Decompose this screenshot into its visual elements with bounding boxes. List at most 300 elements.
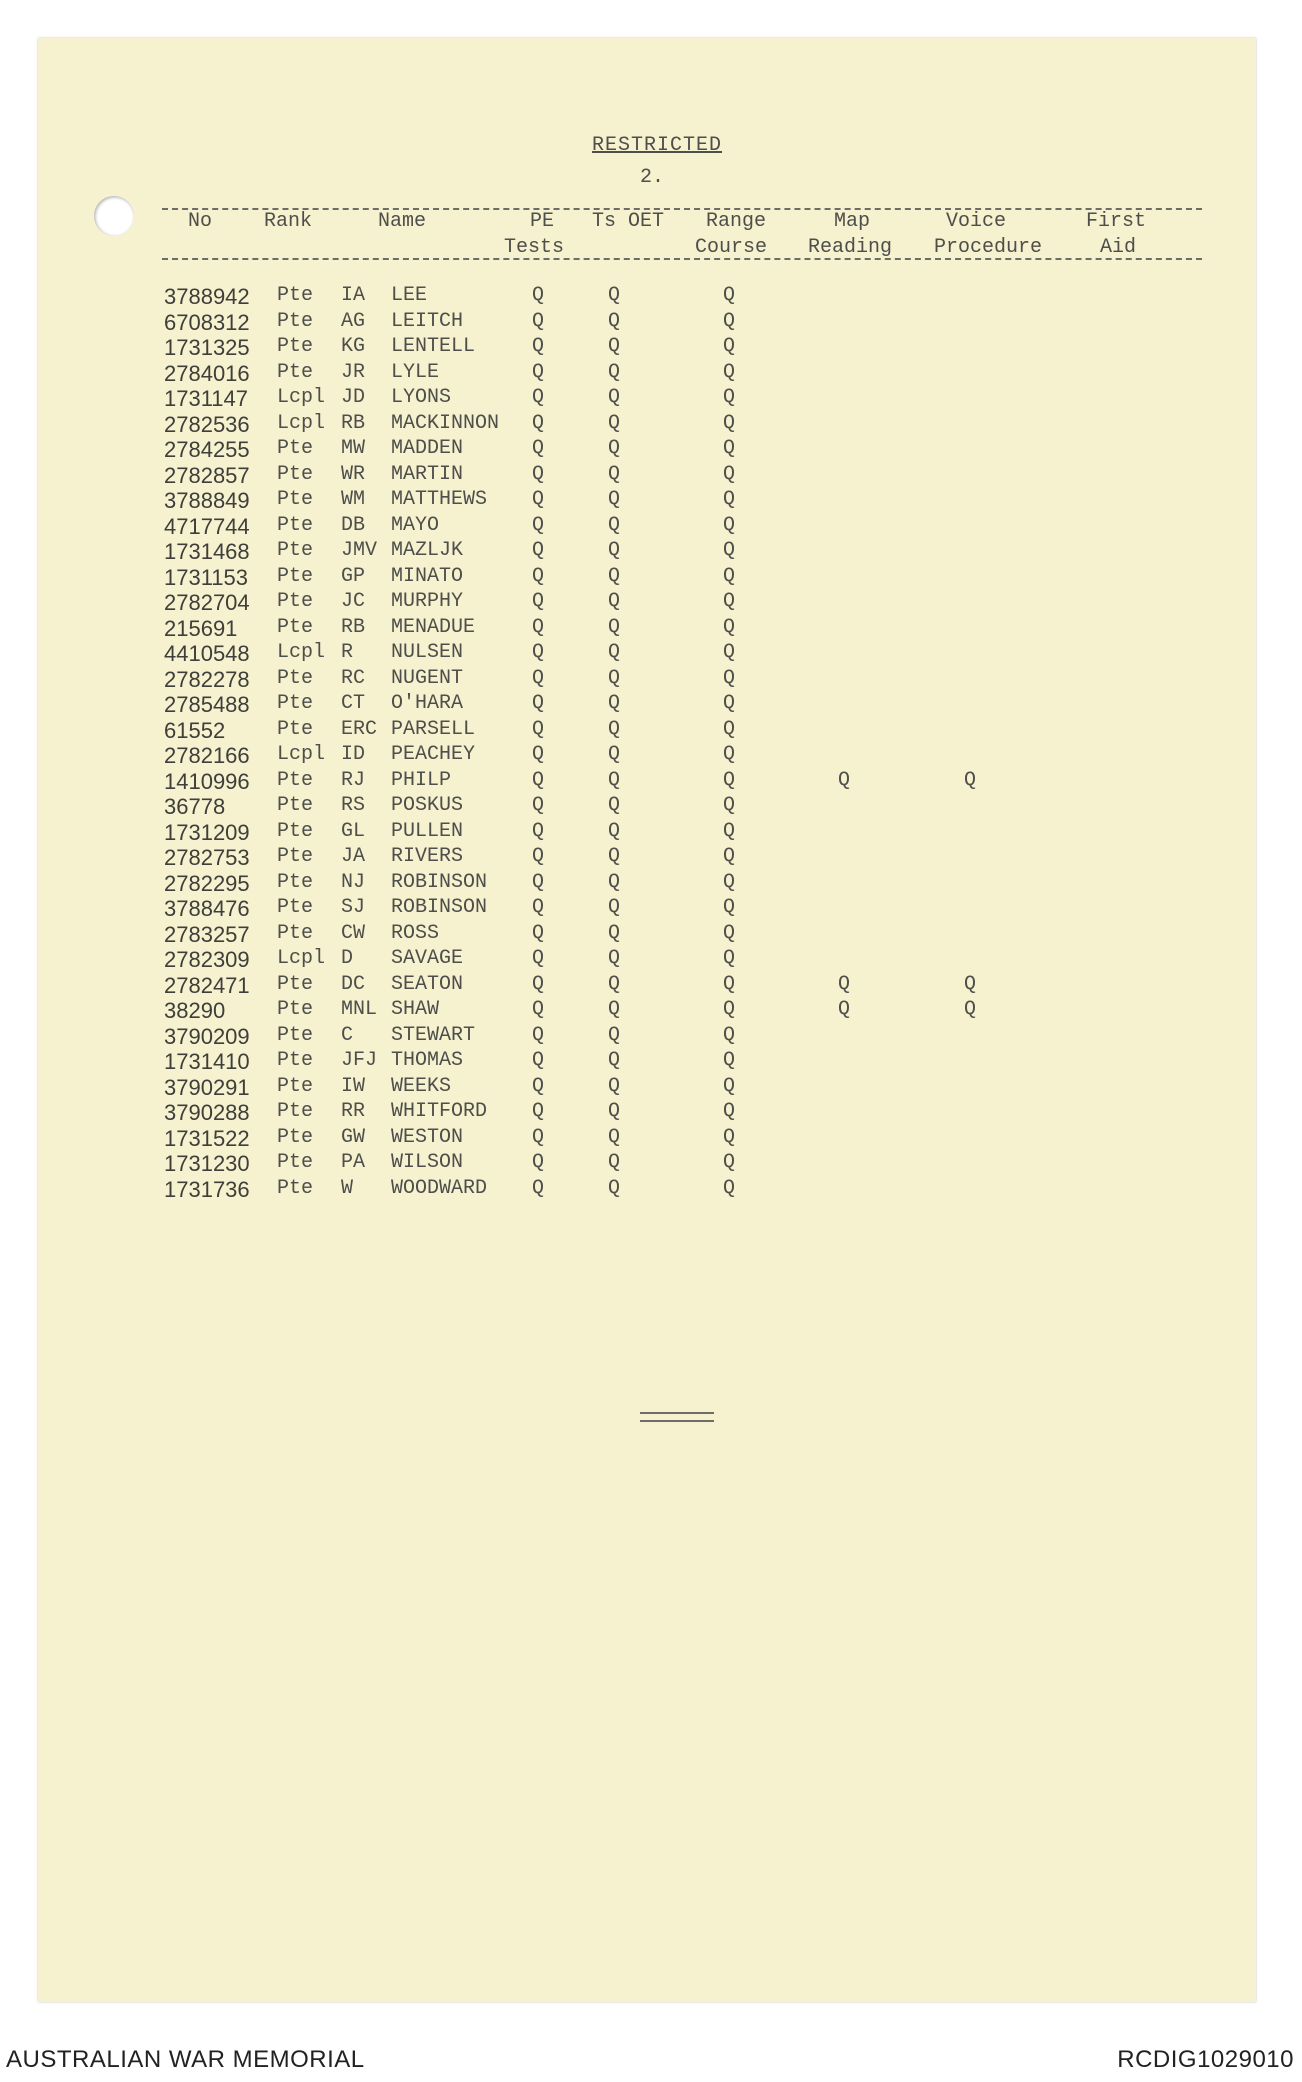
initials: RB	[341, 411, 366, 435]
pe-tests-result: Q	[532, 998, 545, 1021]
ts-oet-result: Q	[608, 411, 621, 435]
col-header-name: Name	[378, 210, 427, 233]
voice-procedure-result: Q	[964, 972, 977, 996]
range-course-result: Q	[723, 896, 736, 919]
pe-tests-result: Q	[532, 768, 545, 792]
table-row	[0, 845, 1302, 871]
table-row	[0, 1075, 1302, 1101]
ts-oet-result: Q	[608, 1151, 621, 1174]
col-header-pe-line2: Tests	[504, 236, 565, 259]
ts-oet-result: Q	[608, 284, 621, 307]
service-number: 4717744	[164, 513, 250, 539]
initials: DB	[341, 513, 366, 537]
surname: STEWART	[391, 1023, 476, 1047]
pe-tests-result: Q	[532, 437, 545, 460]
rank: Pte	[277, 1023, 314, 1047]
initials: R	[341, 641, 354, 664]
ts-oet-result: Q	[608, 309, 621, 333]
initials: GW	[341, 1125, 366, 1149]
service-number: 2782309	[164, 947, 250, 972]
classification-heading: RESTRICTED	[592, 134, 723, 157]
range-course-result: Q	[723, 794, 736, 817]
range-course-result: Q	[723, 692, 736, 715]
rank: Pte	[277, 1176, 314, 1200]
rank: Pte	[277, 1125, 314, 1149]
pe-tests-result: Q	[532, 972, 545, 996]
table-row	[0, 998, 1302, 1024]
service-number: 2784255	[164, 437, 250, 462]
surname: MAYO	[391, 513, 440, 537]
ts-oet-result: Q	[608, 947, 621, 970]
ts-oet-result: Q	[608, 488, 621, 511]
header-rule-top	[162, 208, 1202, 210]
service-number: 2782166	[164, 743, 250, 768]
ts-oet-result: Q	[608, 870, 621, 894]
table-row	[0, 386, 1302, 412]
rank: Pte	[277, 1074, 314, 1098]
pe-tests-result: Q	[532, 284, 545, 307]
service-number: 1731410	[164, 1049, 250, 1074]
service-number: 1731230	[164, 1151, 250, 1176]
pe-tests-result: Q	[532, 870, 545, 894]
rank: Pte	[277, 870, 314, 894]
table-row	[0, 1024, 1302, 1050]
initials: JR	[341, 360, 366, 384]
initials: SJ	[341, 896, 366, 919]
range-course-result: Q	[723, 386, 736, 409]
ts-oet-result: Q	[608, 1125, 621, 1149]
rank: Pte	[277, 666, 314, 690]
rank: Pte	[277, 462, 314, 486]
surname: MADDEN	[391, 437, 464, 460]
ts-oet-result: Q	[608, 972, 621, 996]
ts-oet-result: Q	[608, 717, 621, 741]
service-number: 2783257	[164, 921, 250, 947]
rank: Pte	[277, 309, 314, 333]
service-number: 215691	[164, 615, 238, 641]
initials: AG	[341, 309, 366, 333]
initials: JMV	[341, 539, 378, 562]
initials: JA	[341, 845, 366, 868]
col-header-range-line1: Range	[706, 210, 767, 233]
table-row	[0, 463, 1302, 489]
table-row	[0, 488, 1302, 514]
table-row	[0, 922, 1302, 948]
ts-oet-result: Q	[608, 998, 621, 1021]
table-row	[0, 437, 1302, 463]
surname: SEATON	[391, 972, 464, 996]
table-row	[0, 1100, 1302, 1126]
table-row	[0, 667, 1302, 693]
initials: JFJ	[341, 1049, 378, 1072]
initials: JD	[341, 386, 366, 409]
map-reading-result: Q	[838, 972, 851, 996]
rank: Lcpl	[277, 947, 326, 970]
initials: NJ	[341, 870, 366, 894]
pe-tests-result: Q	[532, 1100, 545, 1123]
service-number: 1731522	[164, 1125, 250, 1151]
service-number: 1731325	[164, 335, 250, 360]
initials: CW	[341, 921, 366, 945]
surname: RIVERS	[391, 845, 464, 868]
range-course-result: Q	[723, 717, 736, 741]
page-number: 2.	[640, 166, 665, 189]
voice-procedure-result: Q	[964, 768, 977, 792]
range-course-result: Q	[723, 1074, 736, 1098]
ts-oet-result: Q	[608, 1176, 621, 1200]
pe-tests-result: Q	[532, 1049, 545, 1072]
service-number: 3790209	[164, 1023, 250, 1049]
surname: O'HARA	[391, 692, 464, 715]
rank: Pte	[277, 845, 314, 868]
rank: Pte	[277, 615, 314, 639]
surname: MINATO	[391, 564, 464, 588]
rank: Lcpl	[277, 743, 326, 766]
pe-tests-result: Q	[532, 921, 545, 945]
rank: Pte	[277, 437, 314, 460]
range-course-result: Q	[723, 335, 736, 358]
table-row	[0, 820, 1302, 846]
service-number: 6708312	[164, 309, 250, 335]
ts-oet-result: Q	[608, 768, 621, 792]
pe-tests-result: Q	[532, 896, 545, 919]
table-row	[0, 871, 1302, 897]
service-number: 1731153	[164, 564, 249, 590]
rank: Pte	[277, 284, 314, 307]
rank: Pte	[277, 896, 314, 919]
rank: Pte	[277, 1151, 314, 1174]
footer-reference: RCDIG1029010	[1117, 2046, 1294, 2073]
surname: PULLEN	[391, 819, 464, 843]
rank: Pte	[277, 768, 314, 792]
service-number: 2782753	[164, 845, 250, 870]
range-course-result: Q	[723, 513, 736, 537]
service-number: 3788849	[164, 488, 250, 513]
surname: WOODWARD	[391, 1176, 488, 1200]
table-row	[0, 1177, 1302, 1203]
range-course-result: Q	[723, 564, 736, 588]
initials: RS	[341, 794, 366, 817]
surname: PARSELL	[391, 717, 476, 741]
pe-tests-result: Q	[532, 1151, 545, 1174]
initials: RB	[341, 615, 366, 639]
pe-tests-result: Q	[532, 1176, 545, 1200]
ts-oet-result: Q	[608, 437, 621, 460]
pe-tests-result: Q	[532, 488, 545, 511]
ts-oet-result: Q	[608, 590, 621, 613]
surname: MATTHEWS	[391, 488, 488, 511]
ts-oet-result: Q	[608, 335, 621, 358]
pe-tests-result: Q	[532, 590, 545, 613]
ts-oet-result: Q	[608, 845, 621, 868]
surname: POSKUS	[391, 794, 464, 817]
initials: GL	[341, 819, 366, 843]
range-course-result: Q	[723, 921, 736, 945]
table-row	[0, 641, 1302, 667]
range-course-result: Q	[723, 590, 736, 613]
col-header-map-line2: Reading	[808, 236, 893, 259]
range-course-result: Q	[723, 462, 736, 486]
col-header-map-line1: Map	[834, 210, 871, 233]
surname: ROBINSON	[391, 870, 488, 894]
initials: RC	[341, 666, 366, 690]
col-header-no: No	[188, 210, 213, 233]
surname: WEEKS	[391, 1074, 452, 1098]
initials: IA	[341, 284, 366, 307]
pe-tests-result: Q	[532, 386, 545, 409]
ts-oet-result: Q	[608, 666, 621, 690]
rank: Lcpl	[277, 386, 326, 409]
rank: Pte	[277, 794, 314, 817]
initials: RR	[341, 1100, 366, 1123]
service-number: 2782278	[164, 666, 250, 692]
pe-tests-result: Q	[532, 666, 545, 690]
table-row	[0, 565, 1302, 591]
pe-tests-result: Q	[532, 615, 545, 639]
surname: ROSS	[391, 921, 440, 945]
table-row	[0, 769, 1302, 795]
range-course-result: Q	[723, 539, 736, 562]
service-number: 3788476	[164, 896, 250, 921]
table-row	[0, 896, 1302, 922]
rank: Pte	[277, 539, 314, 562]
table-row	[0, 361, 1302, 387]
range-course-result: Q	[723, 360, 736, 384]
initials: IW	[341, 1074, 366, 1098]
surname: WESTON	[391, 1125, 464, 1149]
col-header-aid-line1: First	[1086, 210, 1147, 233]
initials: ID	[341, 743, 366, 766]
surname: MENADUE	[391, 615, 476, 639]
range-course-result: Q	[723, 870, 736, 894]
pe-tests-result: Q	[532, 513, 545, 537]
rank: Pte	[277, 564, 314, 588]
table-row	[0, 973, 1302, 999]
range-course-result: Q	[723, 284, 736, 307]
pe-tests-result: Q	[532, 1074, 545, 1098]
initials: PA	[341, 1151, 366, 1174]
initials: MNL	[341, 998, 378, 1021]
rank: Lcpl	[277, 641, 326, 664]
pe-tests-result: Q	[532, 947, 545, 970]
table-row	[0, 1151, 1302, 1177]
ts-oet-result: Q	[608, 1049, 621, 1072]
ts-oet-result: Q	[608, 794, 621, 817]
initials: CT	[341, 692, 366, 715]
table-row	[0, 616, 1302, 642]
range-course-result: Q	[723, 972, 736, 996]
rank: Pte	[277, 335, 314, 358]
range-course-result: Q	[723, 845, 736, 868]
initials: WM	[341, 488, 366, 511]
punch-hole	[94, 196, 134, 236]
roll-table	[0, 284, 1302, 1202]
pe-tests-result: Q	[532, 641, 545, 664]
surname: WHITFORD	[391, 1100, 488, 1123]
col-header-pe-line1: PE	[530, 210, 555, 233]
ts-oet-result: Q	[608, 1023, 621, 1047]
table-row	[0, 718, 1302, 744]
ts-oet-result: Q	[608, 819, 621, 843]
initials: KG	[341, 335, 366, 358]
initials: DC	[341, 972, 366, 996]
pe-tests-result: Q	[532, 335, 545, 358]
service-number: 1731736	[164, 1176, 250, 1202]
table-row	[0, 335, 1302, 361]
pe-tests-result: Q	[532, 462, 545, 486]
range-course-result: Q	[723, 615, 736, 639]
range-course-result: Q	[723, 998, 736, 1021]
table-row	[0, 1126, 1302, 1152]
table-row	[0, 743, 1302, 769]
range-course-result: Q	[723, 1125, 736, 1149]
rank: Pte	[277, 1100, 314, 1123]
rank: Pte	[277, 488, 314, 511]
surname: MAZLJK	[391, 539, 464, 562]
initials: JC	[341, 590, 366, 613]
rank: Pte	[277, 513, 314, 537]
rank: Pte	[277, 819, 314, 843]
pe-tests-result: Q	[532, 309, 545, 333]
range-course-result: Q	[723, 1049, 736, 1072]
range-course-result: Q	[723, 1151, 736, 1174]
initials: RJ	[341, 768, 366, 792]
surname: LYLE	[391, 360, 440, 384]
service-number: 2782857	[164, 462, 250, 488]
col-header-ts-oet: Ts OET	[592, 210, 665, 233]
surname: PHILP	[391, 768, 452, 792]
initials: WR	[341, 462, 366, 486]
rank: Pte	[277, 998, 314, 1021]
ts-oet-result: Q	[608, 641, 621, 664]
rank: Pte	[277, 590, 314, 613]
surname: SAVAGE	[391, 947, 464, 970]
surname: MACKINNON	[391, 411, 500, 435]
service-number: 3788942	[164, 284, 250, 309]
map-reading-result: Q	[838, 998, 851, 1021]
ts-oet-result: Q	[608, 360, 621, 384]
service-number: 61552	[164, 717, 226, 743]
surname: WILSON	[391, 1151, 464, 1174]
ts-oet-result: Q	[608, 921, 621, 945]
ts-oet-result: Q	[608, 513, 621, 537]
initials: MW	[341, 437, 366, 460]
service-number: 2784016	[164, 360, 250, 386]
range-course-result: Q	[723, 1023, 736, 1047]
rank: Pte	[277, 972, 314, 996]
surname: LENTELL	[391, 335, 476, 358]
ts-oet-result: Q	[608, 896, 621, 919]
ts-oet-result: Q	[608, 1100, 621, 1123]
pe-tests-result: Q	[532, 564, 545, 588]
pe-tests-result: Q	[532, 539, 545, 562]
service-number: 1731468	[164, 539, 250, 564]
surname: THOMAS	[391, 1049, 464, 1072]
table-row	[0, 412, 1302, 438]
rank: Pte	[277, 360, 314, 384]
service-number: 3790291	[164, 1074, 250, 1100]
pe-tests-result: Q	[532, 845, 545, 868]
ts-oet-result: Q	[608, 539, 621, 562]
table-row	[0, 692, 1302, 718]
footer-institution: AUSTRALIAN WAR MEMORIAL	[6, 2046, 365, 2073]
table-row	[0, 1049, 1302, 1075]
table-row	[0, 539, 1302, 565]
surname: ROBINSON	[391, 896, 488, 919]
rank: Lcpl	[277, 411, 326, 435]
col-header-aid-line2: Aid	[1100, 236, 1137, 259]
initials: ERC	[341, 717, 378, 741]
table-row	[0, 590, 1302, 616]
pe-tests-result: Q	[532, 743, 545, 766]
surname: LYONS	[391, 386, 452, 409]
initials: GP	[341, 564, 366, 588]
rank: Pte	[277, 921, 314, 945]
ts-oet-result: Q	[608, 743, 621, 766]
col-header-range-line2: Course	[695, 236, 768, 259]
range-course-result: Q	[723, 488, 736, 511]
rank: Pte	[277, 1049, 314, 1072]
range-course-result: Q	[723, 768, 736, 792]
col-header-voice-line1: Voice	[946, 210, 1007, 233]
initials: W	[341, 1176, 354, 1200]
ts-oet-result: Q	[608, 1074, 621, 1098]
ts-oet-result: Q	[608, 462, 621, 486]
range-course-result: Q	[723, 437, 736, 460]
rank: Pte	[277, 692, 314, 715]
pe-tests-result: Q	[532, 360, 545, 384]
pe-tests-result: Q	[532, 794, 545, 817]
table-row	[0, 284, 1302, 310]
service-number: 1410996	[164, 768, 250, 794]
surname: NUGENT	[391, 666, 464, 690]
table-row	[0, 794, 1302, 820]
range-course-result: Q	[723, 1176, 736, 1200]
end-of-list-mark	[640, 1412, 714, 1422]
surname: MARTIN	[391, 462, 464, 486]
table-row	[0, 947, 1302, 973]
range-course-result: Q	[723, 819, 736, 843]
surname: PEACHEY	[391, 743, 476, 766]
service-number: 4410548	[164, 641, 250, 666]
surname: NULSEN	[391, 641, 464, 664]
ts-oet-result: Q	[608, 386, 621, 409]
rank: Pte	[277, 717, 314, 741]
pe-tests-result: Q	[532, 411, 545, 435]
service-number: 2785488	[164, 692, 250, 717]
col-header-voice-line2: Procedure	[934, 236, 1043, 259]
header-rule-bottom	[162, 258, 1202, 260]
initials: D	[341, 947, 354, 970]
range-course-result: Q	[723, 743, 736, 766]
initials: C	[341, 1023, 354, 1047]
map-reading-result: Q	[838, 768, 851, 792]
range-course-result: Q	[723, 411, 736, 435]
service-number: 3790288	[164, 1100, 250, 1125]
pe-tests-result: Q	[532, 692, 545, 715]
service-number: 1731209	[164, 819, 250, 845]
pe-tests-result: Q	[532, 819, 545, 843]
range-course-result: Q	[723, 1100, 736, 1123]
pe-tests-result: Q	[532, 1023, 545, 1047]
range-course-result: Q	[723, 947, 736, 970]
table-row	[0, 514, 1302, 540]
pe-tests-result: Q	[532, 1125, 545, 1149]
range-course-result: Q	[723, 641, 736, 664]
surname: LEITCH	[391, 309, 464, 333]
surname: LEE	[391, 284, 428, 307]
surname: SHAW	[391, 998, 440, 1021]
